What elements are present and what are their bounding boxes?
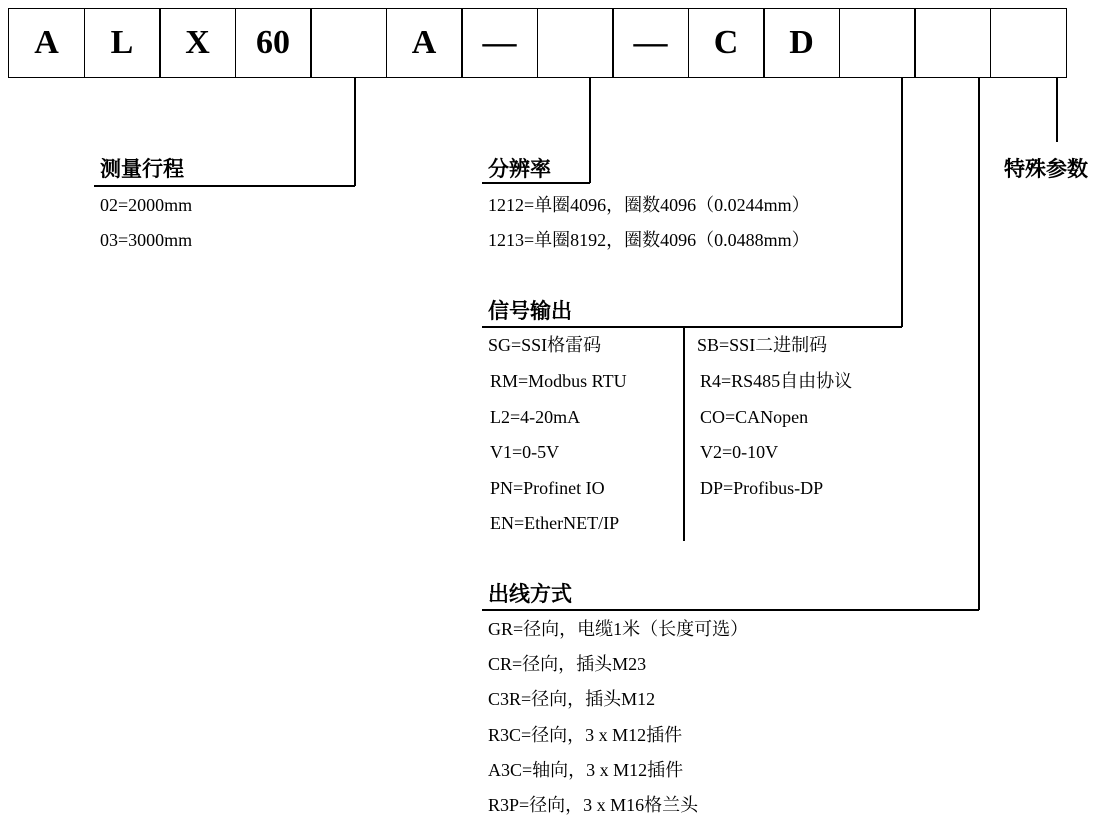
connector-line-signal	[901, 78, 903, 327]
signal-item-left: PN=Profinet IO	[490, 478, 605, 498]
code-cell-signal	[839, 8, 916, 78]
resolution-item: 1212=单圈4096，圈数4096（0.0244mm）	[488, 195, 810, 215]
outlet-heading: 出线方式	[488, 582, 572, 606]
underline-signal	[482, 326, 902, 328]
signal-item-right: CO=CANopen	[700, 407, 809, 427]
connector-line-special	[1056, 78, 1058, 142]
signal-item-left: RM=Modbus RTU	[490, 371, 627, 391]
code-cell: —	[612, 8, 689, 78]
signal-item-left: EN=EtherNET/IP	[490, 513, 620, 533]
signal-item-left: SG=SSI格雷码	[488, 335, 602, 355]
outlet-item: GR=径向，电缆1米（长度可选）	[488, 619, 749, 639]
resolution-heading: 分辨率	[488, 157, 551, 181]
underline-stroke	[94, 185, 355, 187]
signal-item-right: R4=RS485自由协议	[700, 371, 853, 391]
stroke-heading: 测量行程	[100, 157, 184, 181]
outlet-item: C3R=径向，插头M12	[488, 689, 656, 709]
signal-item-left: L2=4-20mA	[490, 407, 581, 427]
code-cell: D	[763, 8, 840, 78]
connector-line-resolution	[589, 78, 591, 183]
stroke-item: 02=2000mm	[100, 195, 193, 215]
code-cell-resolution	[537, 8, 614, 78]
underline-outlet	[482, 609, 979, 611]
code-cell: C	[688, 8, 765, 78]
model-code-row	[8, 8, 1067, 78]
outlet-item: CR=径向，插头M23	[488, 654, 647, 674]
signal-item-right: DP=Profibus-DP	[700, 478, 824, 498]
code-cell: X	[159, 8, 236, 78]
code-cell-special	[990, 8, 1067, 78]
code-cell-stroke	[310, 8, 387, 78]
code-cell: A	[8, 8, 85, 78]
signal-column-divider	[683, 327, 685, 541]
signal-item-right: SB=SSI二进制码	[697, 335, 828, 355]
signal-item-right: V2=0-10V	[700, 442, 779, 462]
underline-resolution	[482, 182, 590, 184]
special-heading: 特殊参数	[1004, 157, 1088, 181]
stroke-item: 03=3000mm	[100, 230, 193, 250]
connector-line-outlet	[978, 78, 980, 610]
code-cell: 60	[235, 8, 312, 78]
signal-heading: 信号输出	[488, 299, 572, 323]
outlet-item: R3P=径向，3 x M16格兰头	[488, 795, 699, 815]
code-cell: —	[461, 8, 538, 78]
code-cell: A	[386, 8, 463, 78]
outlet-item: A3C=轴向，3 x M12插件	[488, 760, 684, 780]
connector-line-stroke	[354, 78, 356, 186]
code-cell-outlet	[914, 8, 991, 78]
outlet-item: R3C=径向，3 x M12插件	[488, 725, 683, 745]
resolution-item: 1213=单圈8192，圈数4096（0.0488mm）	[488, 230, 810, 250]
code-cell: L	[84, 8, 161, 78]
signal-item-left: V1=0-5V	[490, 442, 560, 462]
